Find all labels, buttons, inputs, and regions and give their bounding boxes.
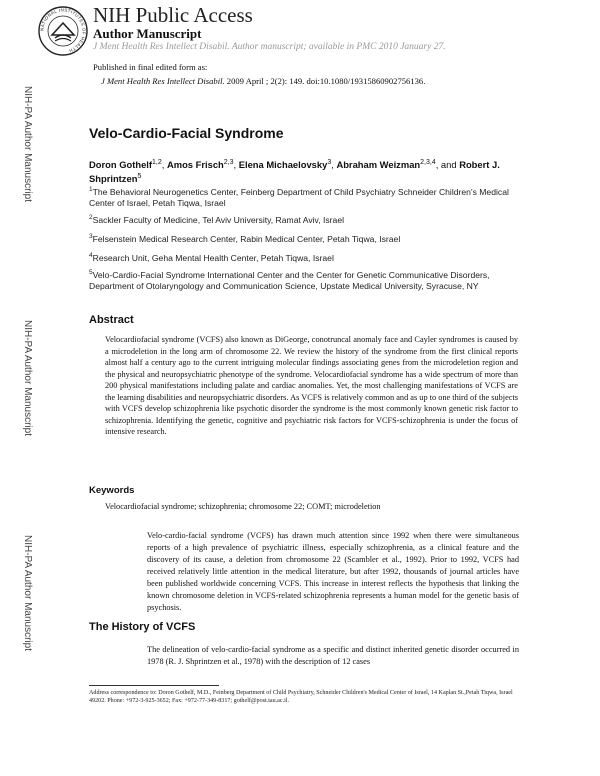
affiliation-text: Felsenstein Medical Research Center, Rabin Medical Center, Petah Tiqwa, Israel [92, 233, 401, 244]
author-name: Doron Gothelf [89, 159, 153, 171]
citation-journal: J Ment Health Res Intellect Disabil. [101, 76, 225, 86]
author-name: Elena Michaelovsky [238, 159, 328, 171]
author-manuscript-label: Author Manuscript [93, 26, 202, 41]
affiliation-text: Velo-Cardio-Facial Syndrome International Center and the Center for Genetic Communicative Disorders, Department of Otolaryngology and Communication Science, Upstate Medical University, Syracuse, NY [89, 269, 490, 292]
nih-seal-logo [38, 6, 88, 56]
affiliation-number: 4 [89, 252, 93, 259]
citation-line [101, 76, 425, 86]
author-name: Abraham Weizman [336, 159, 421, 171]
author-affil-sup: 2,3 [223, 159, 234, 166]
affiliation [89, 250, 519, 264]
keywords-text: Velocardiofacial syndrome; schizophrenia; chromosome 22; COMT; microdeletion [105, 502, 381, 511]
author-name: Robert J. Shprintzen [89, 159, 500, 185]
correspondence-footnote: Address correspondence to: Doron Gothelf, M.D., Feinberg Department of Child Psychiatry, Schneider Children's Medical Center of Israel, 14 Kaplan St.,Petah Tiqwa, Israel 49202. Phone: +972-3-925-3652; Fax: +972-77-349-8317; gothelf@post.tau.ac.il. [89, 690, 513, 705]
affiliation [89, 231, 519, 245]
author-affil-sup: 3 [327, 159, 332, 166]
author-affil-sup: 2,3,4 [420, 159, 436, 166]
side-label-middle: NIH-PA Author Manuscript [22, 320, 33, 436]
affiliation-number: 2 [89, 214, 93, 221]
side-label-top: NIH-PA Author Manuscript [22, 86, 33, 202]
affiliation [89, 184, 519, 210]
affiliation-number: 5 [89, 269, 93, 276]
citation-details: 2009 April ; 2(2): 149. doi:10.1080/19315860902756136. [224, 76, 426, 86]
author-separator: , [233, 159, 239, 171]
published-form-label: Published in final edited form as: [93, 62, 208, 72]
affiliation-number: 3 [89, 233, 93, 240]
author-separator: , [161, 159, 167, 171]
article-title: Velo-Cardio-Facial Syndrome [89, 125, 284, 141]
intro-paragraph: Velo-cardio-facial syndrome (VCFS) has drawn much attention since 1992 when there were simultaneous reports of a high prevalence of psychiatric illness, especially schizophrenia, as a clinical feature and the discovery of its cause, a deletion from chromosome 22 (Scambler et al., 1992). Prior to 1992, VCFS had received relatively little attention in the medical literature, but after 1992, thousands of journal articles have been published worldwide concerning VCFS. This increase in interest reflects the hypothesis that linking the known chromosome deletion in VCFS-related schizophrenia represents a human model for the genetic basis of psychosis. [147, 531, 519, 612]
keywords-heading: Keywords [89, 485, 135, 496]
history-paragraph: The delineation of velo-cardio-facial syndrome as a specific and distinct inherited genetic disorder occurred in 1978 (R. J. Shprintzen et al., 1978) with the description of 12 cases [147, 645, 519, 666]
affiliation-text: The Behavioral Neurogenetics Center, Feinberg Department of Child Psychiatry Schneider Children's Medical Center of Israel, Petah Tiqwa, Israel [89, 186, 509, 209]
author-list [89, 157, 519, 185]
author-separator: , [331, 159, 337, 171]
side-label-bottom: NIH-PA Author Manuscript [22, 535, 33, 651]
logo-ring-text: NATIONAL INSTITUTES OF HEALTH [39, 7, 87, 54]
journal-availability-line: J Ment Health Res Intellect Disabil. Author manuscript; available in PMC 2010 January 27. [93, 42, 446, 52]
author-name: Amos Frisch [166, 159, 224, 171]
affiliation [89, 212, 519, 226]
affiliation-number: 1 [89, 186, 93, 193]
author-affil-sup: 1,2 [152, 159, 162, 166]
abstract-heading: Abstract [89, 314, 134, 326]
author-separator: , and [435, 159, 460, 171]
affiliation [89, 267, 519, 293]
nih-public-access-title: NIH Public Access [93, 3, 253, 27]
author-affil-sup: 5 [137, 173, 142, 181]
footnote-divider [89, 685, 219, 686]
abstract-text: Velocardiofacial syndrome (VCFS) also known as DiGeorge, conotruncal anomaly face and Cayler syndromes is caused by a microdeletion in the long arm of chromosome 22. We review the history of the syndrome from the first clinical reports almost half a century ago to the current intriguing molecular findings associating genes from the microdeletion region and the physical and neuropsychiatric phenotype of the syndrome. Velocardiofacial syndrome has a wide spectrum of more than 200 physical manifestations including palate and cardiac anomalies. Yet, the most challenging manifestations of VCFS are the learning disabilities and neuropsychiatric disorders. As VCFS is relatively common and as up to one third of the subjects with VCFS develop schizophrenia like psychotic disorder the syndrome is the most commonly known genetic risk factor to schizophrenia. Identifying the genetic, cognitive and psychiatric risk factors for VCFS-schizophrenia is under the focus of intensive research. [105, 335, 518, 436]
affiliation-text: Sackler Faculty of Medicine, Tel Aviv University, Ramat Aviv, Israel [92, 214, 345, 225]
history-heading: The History of VCFS [89, 621, 196, 633]
affiliation-text: Research Unit, Geha Mental Health Center, Petah Tiqwa, Israel [92, 252, 334, 263]
